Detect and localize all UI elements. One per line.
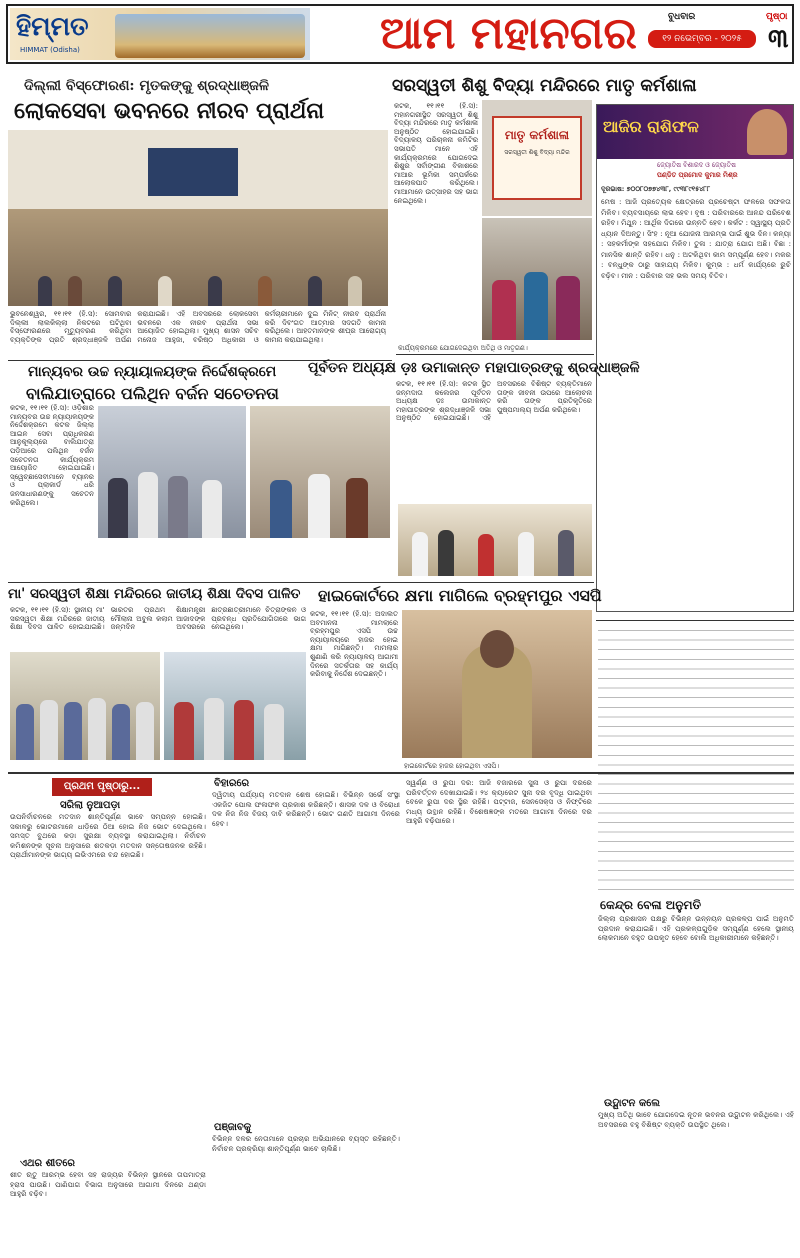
horoscope-body: ମେଷ : ଆଜି ପ୍ରତ୍ୟେକ କ୍ଷେତ୍ରରେ ପ୍ରଚେଷ୍ଟା ଫଳରେ ସଫଳତା ମିଳିବ। ବ୍ୟବସାୟରେ ଲାଭ ହେବ। ବୃଷ : ପରିବାରରେ ଆନନ୍ଦ ପରିବେଶ ରହିବ। ମିଥୁନ : ଆର୍ଥିକ ଦିଗରେ ଉନ୍ନତି ହେବ। କର୍କଟ : ସ୍ୱାସ୍ଥ୍ୟ ପ୍ରତି ଧ୍ୟାନ ଦିଅନ୍ତୁ। ସିଂହ : ନୂଆ ଯୋଜନା ଆରମ୍ଭ ପାଇଁ ଶୁଭ ଦିନ। କନ୍ୟା : ସହକର୍ମୀଙ୍କ ସହଯୋଗ ମିଳିବ। ତୁଳା : ଯାତ୍ରା ଯୋଗ ଅଛି। ବିଛା : ମାନସିକ ଶାନ୍ତି ରହିବ। ଧନୁ : ଅଟକିଥିବା କାମ ସମ୍ପୂର୍ଣ୍ଣ ହେବ। ମକର : ବନ୍ଧୁଙ୍କ ଠାରୁ ସାହାଯ୍ୟ ମିଳିବ। କୁମ୍ଭ : ଧର୍ମ କାର୍ଯ୍ୟରେ ରୁଚି ବଢ଼ିବ। ମୀନ : ପରିବାର ସହ ଭଲ ସମୟ ବିତିବ। (601, 197, 791, 280)
logo-block (10, 8, 310, 60)
student (264, 704, 284, 760)
person (158, 276, 172, 306)
continued-tag (52, 778, 152, 796)
student (234, 700, 254, 760)
person (412, 532, 428, 576)
issue-date-text: ୧୨ ନଭେମ୍ବର - ୨୦୨୫ (662, 34, 742, 44)
article1-headline: ଲୋକସେବା ଭବନରେ ନୀରବ ପ୍ରାର୍ଥନା (14, 98, 325, 124)
person (108, 276, 122, 306)
page-number: ୩ (768, 24, 789, 54)
logo-sub: HIMMAT (Odisha) (20, 46, 80, 54)
person (518, 532, 534, 576)
article3-photo2 (250, 406, 390, 538)
article2-photo-people (482, 218, 592, 340)
article8-body1: ଦ୍ୱିତୀୟ ପର୍ଯ୍ୟାୟ ମତଦାନ ଶେଷ ହୋଇଛି। ବିଭିନ୍ନ ସର୍ଭେ ସଂସ୍ଥା ଏକଜିଟ ପୋଲ ଫଳାଫଳ ପ୍ରକାଶ କରିଛନ୍ତି। ଶାସକ ଦଳ ଓ ବିରୋଧୀ ଦଳ ନିଜ ନିଜ ବିଜୟ ଦାବି କରିଛନ୍ତି। ଭୋଟ ଗଣତି ଆଗାମୀ ଦିନରେ ହେବ। (212, 790, 400, 828)
article1-photo (8, 130, 388, 306)
article2-caption: କାର୍ଯ୍ୟକ୍ରମରେ ଯୋଗଦେଇଥିବା ଅତିଥି ଓ ମାତୃଗଣ। (398, 344, 528, 352)
person (38, 276, 52, 306)
article8-body2: ବିଭିନ୍ନ ଦଳର ନେତାମାନେ ପ୍ରଚାର ଅଭିଯାନରେ ବ୍ୟସ୍ତ ରହିଛନ୍ତି। ନିର୍ବାଚନ ପ୍ରକ୍ରିୟା ଶାନ୍ତିପୂର୍ଣ୍ଣ ଭାବେ ଚାଲିଛି। (212, 1134, 400, 1153)
article7-body2: ଶୀତ ଋତୁ ଆରମ୍ଭ ହେବା ସହ ରାଜ୍ୟର ବିଭିନ୍ନ ସ୍ଥାନରେ ତାପମାତ୍ରା ହ୍ରାସ ପାଉଛି। ପାଣିପାଗ ବିଭାଗ ଅନୁସାରେ ଆଗାମୀ ଦିନରେ ଥଣ୍ଡା ଆହୁରି ବଢ଼ିବ। (10, 1170, 206, 1199)
banner-sub: ସରସ୍ୱତୀ ଶିଶୁ ବିଦ୍ୟା ମନ୍ଦିର (504, 149, 570, 156)
continued-tag-text: ପ୍ରଥମ ପୃଷ୍ଠାରୁ... (63, 781, 141, 792)
article7-body1: ଉପନିର୍ବାଚନରେ ମତଦାନ ଶାନ୍ତିପୂର୍ଣ୍ଣ ଭାବେ ସମ୍ପନ୍ନ ହୋଇଛି। ସକାଳରୁ ଭୋଟରମାନେ ଧାଡ଼ିରେ ଠିଆ ହୋଇ ନିଜ ଭୋଟ ଦେଇଥିଲେ। ସମସ୍ତ ବୁଥରେ କଡ଼ା ସୁରକ୍ଷା ବ୍ୟବସ୍ଥା କରାଯାଇଥିଲା। ନିର୍ବାଚନ କମିଶନଙ୍କ ସୂଚନା ଅନୁସାରେ ଶତକଡ଼ା ମତଦାନ ସନ୍ତୋଷଜନକ ରହିଛି। ପ୍ରାର୍ଥୀମାନଙ୍କ ଭାଗ୍ୟ ଇଭିଏମରେ ବନ୍ଦ ହୋଇଛି। (10, 812, 206, 860)
article5-body: କଟକ, ୧୧।୧୧ (ହି.ସ): ସ୍ଥାନୀୟ ମା' ସରସ୍ୱତୀ ଶିକ୍ଷା ମନ୍ଦିରରେ ଜାତୀୟ ଶିକ୍ଷା ଦିବସ ପାଳିତ ହୋଇଯାଇଛି। ଭାରତର ପ୍ରଥମ ଶିକ୍ଷାମନ୍ତ୍ରୀ ମୌଲାନା ଅବୁଲ କଲାମ ଆଜାଦଙ୍କ ଜନ୍ମଦିନ ଅବସରରେ ଛାତ୍ରଛାତ୍ରୀମାନେ ଚିତ୍ରାଙ୍କନ ଓ ପ୍ରବନ୍ଧ ପ୍ରତିଯୋଗିତାରେ ଭାଗ ନେଇଥିଲେ। (10, 606, 306, 632)
issue-day: ବୁଧବାର (668, 12, 696, 22)
article4-photo (398, 504, 592, 576)
person (68, 276, 82, 306)
horoscope-box (596, 104, 794, 612)
article1-kicker: ଦିଲ୍ଲୀ ବିସ୍ଫୋରଣ: ମୃତକଙ୍କୁ ଶ୍ରଦ୍ଧାଞ୍ଜଳି (24, 78, 269, 94)
article4-body: କଟକ, ୧୧।୧୧ (ହି.ସ): କଟକ ସ୍ଥିତ ଜନ୍ମଦାତା କଲେଜର ପୂର୍ବତନ ଅଧ୍ୟକ୍ଷ ଡ଼ଃ ଉମାକାନ୍ତ ମହାପାତ୍ରଙ୍କ ଶ୍ରଦ୍ଧାଞ୍ଜଳି ସଭା ଅନୁଷ୍ଠିତ ହୋଇଯାଇଛି। ଏହି ଅବସରରେ ବିଶିଷ୍ଟ ବ୍ୟକ୍ତିମାନେ ତାଙ୍କ ଜୀବନୀ ଉପରେ ଆଲୋଚନା କରି ତାଙ୍କ ପ୍ରତିକୃତିରେ ପୁଷ୍ପମାଲ୍ୟ ଅର୍ପଣ କରିଥିଲେ। (396, 380, 592, 423)
person (438, 530, 454, 576)
student (40, 700, 58, 760)
student (88, 698, 106, 760)
article2-photo-banner (482, 100, 592, 216)
article8-sub2: ପଞ୍ଜାବକୁ (214, 1122, 252, 1133)
person (168, 476, 188, 538)
article2-body: କଟକ, ୧୧।୧୧ (ହି.ସ): ମହାନଗରୀସ୍ଥିତ ସରସ୍ୱତୀ ଶିଶୁ ବିଦ୍ୟା ମନ୍ଦିରରେ ମାତୃ କର୍ମଶାଳା ଅନୁଷ୍ଠିତ ହୋଇଯାଇଛି। ବିଦ୍ୟାଳୟ ପରିଚାଳନା କମିଟିର ସଭାପତି ମାନେ ଏହି କାର୍ଯ୍ୟକ୍ରମରେ ଯୋଗଦେଇ ଶିଶୁର ସର୍ବାଙ୍ଗୀଣ ବିକାଶରେ ମାଆର ଭୂମିକା ସମ୍ପର୍କରେ ଆଲୋକପାତ କରିଥିଲେ। ମାଆମାନେ ଉତ୍ସାହର ସହ ଭାଗ ନେଇଥିଲେ। (394, 102, 478, 205)
page-label: ପୃଷ୍ଠା (766, 12, 788, 22)
horoscope-header (597, 105, 793, 159)
student (112, 704, 130, 760)
person (524, 272, 548, 340)
person (208, 276, 222, 306)
person (202, 480, 222, 538)
article3-headline: ବାଲିଯାତ୍ରାରେ ପଲିଥିନ ବର୍ଜନ ସଚେତନତା (26, 384, 279, 403)
person (258, 276, 272, 306)
article2-headline: ସରସ୍ୱତୀ ଶିଶୁ ବିଦ୍ୟା ମନ୍ଦିରରେ ମାତୃ କର୍ମଶାଳା (392, 76, 697, 96)
person (478, 534, 494, 576)
article10-headline: କେନ୍ଦ୍ର ବେଳା ଅନୁମତି (600, 898, 702, 912)
article5-headline: ମା' ସରସ୍ୱତୀ ଶିକ୍ଷା ମନ୍ଦିରରେ ଜାତୀୟ ଶିକ୍ଷା ଦିବସ ପାଳିତ (8, 586, 301, 602)
student (64, 702, 82, 760)
article7-sub2: ଏଥର ଶୀତରେ (20, 1158, 75, 1169)
article3-kicker: ମାନ୍ୟବର ଉଚ୍ଚ ନ୍ୟାୟାଳୟଙ୍କ ନିର୍ଦ୍ଦେଶକ୍ରମେ (28, 364, 277, 380)
student (136, 702, 154, 760)
astrologer-photo (747, 109, 787, 155)
article1-body: ଭୁବନେଶ୍ୱର, ୧୧।୧୧ (ହି.ସ): ସୋମବାର ଦିଲ୍ଲୀ ଲାଲକିଲ୍ଲା ନିକଟରେ ଘଟିଥିବା ବିସ୍ଫୋରଣରେ ମୃତ୍ୟୁବରଣ କରିଥିବା ବ୍ୟକ୍ତିଙ୍କ ପ୍ରତି ଶ୍ରଦ୍ଧାଞ୍ଜଳି ଅର୍ପଣ କରାଯାଇଛି। ଏହି ଅବସରରେ ଲୋକସେବା ଭବନରେ ଏକ ନୀରବ ପ୍ରାର୍ଥନା ସଭା ଆୟୋଜିତ ହୋଇଥିଲା। ମୁଖ୍ୟ ଶାସନ ସଚିବ ମନୋଜ ଆହୁଜା, ବରିଷ୍ଠ ଅଧିକାରୀ ଓ କର୍ମଚାରୀମାନେ ଦୁଇ ମିନିଟ୍ ନୀରବ ପ୍ରାର୍ଥନା କରି ଦିବଂଗତ ଆତ୍ମାର ସଦଗତି କାମନା କରିଥିଲେ। ଆହତମାନଙ୍କ ଶୀଘ୍ର ଆରୋଗ୍ୟ କାମନା କରାଯାଇଥିଲା। (10, 310, 386, 344)
article7-sub1: ସରିଲା ନୁଆପଡ଼ା (60, 800, 121, 811)
article6-caption: ହାଇକୋର୍ଟରେ ହାଜର ହୋଇଥିବା ଏସପି। (404, 762, 500, 770)
divider (396, 354, 594, 355)
banner-title: ମାତୃ କର୍ମଶାଳା (504, 128, 570, 142)
section-title: ଆମ ମହାନଗର (380, 8, 637, 59)
masthead (6, 4, 794, 64)
student (16, 704, 34, 760)
article3-photo (98, 406, 246, 538)
person (346, 478, 368, 538)
divider (596, 620, 794, 621)
horoscope-sub: ଜ୍ୟୋତିଷ ବିଶାରଦ ଓ ଜ୍ୟୋତିଷ (657, 161, 736, 169)
banner (492, 116, 582, 200)
article6-photo (402, 610, 592, 758)
article3-body: କଟକ, ୧୧।୧୧ (ହି.ସ): ଓଡ଼ିଶାର ମାନ୍ୟବର ଉଚ୍ଚ ନ୍ୟାୟାଳୟଙ୍କ ନିର୍ଦ୍ଦେଶକ୍ରମେ କଟକ ଜିଲ୍ଲା ଆଇନ ସେବା ପ୍ରାଧିକରଣ ଆନୁକୂଲ୍ୟରେ ବାଲିଯାତ୍ରା ପଡ଼ିଆରେ ପଲିଥିନ ବର୍ଜନ ସଚେତନତା କାର୍ଯ୍ୟକ୍ରମ ଆୟୋଜିତ ହୋଇଯାଇଛି। ସ୍ୱେଚ୍ଛାସେବୀମାନେ ବ୍ୟାନର ଓ ପ୍ଲାକାର୍ଡ ଧରି ଜନସାଧାରଣଙ୍କୁ ସଚେତନ କରିଥିଲେ। (10, 404, 94, 507)
divider (8, 582, 594, 583)
article10-body2: ମୁଖ୍ୟ ଅତିଥି ଭାବେ ଯୋଗଦେଇ ନୂତନ ଭବନର ଉଦ୍ଘାଟନ କରିଥିଲେ। ଏହି ଅବସରରେ ବହୁ ବିଶିଷ୍ଟ ବ୍ୟକ୍ତି ଉପସ୍ଥିତ ଥିଲେ। (598, 1110, 794, 1129)
person (492, 280, 516, 340)
skyline-art (115, 14, 305, 58)
person (270, 480, 292, 538)
article10-sub: ଉଦ୍ଘାଟନ କଲେ (604, 1098, 660, 1109)
article9-body: ସ୍ୱର୍ଣ୍ଣ ଓ ରୁପା ଦର: ଆଜି ବଜାରରେ ସୁନା ଓ ରୁପା ଦରରେ ପରିବର୍ତ୍ତନ ଦେଖାଯାଇଛି। ୨୪ କ୍ୟାରେଟ ସୁନା ଦର ବୃଦ୍ଧି ପାଇଥିବା ବେଳେ ରୁପା ଦର ସ୍ଥିର ରହିଛି। ପଟ୍ଟାଜ, ସେନସେକ୍ସ ଓ ନିଫ୍ଟିରେ ମଧ୍ୟ ଉତ୍ଥାନ ରହିଛି। ବିଶେଷଜ୍ଞଙ୍କ ମତରେ ଆଗାମୀ ଦିନରେ ଦର ଆହୁରି ବଢ଼ିପାରେ। (406, 778, 592, 826)
article5-photo (10, 652, 160, 760)
horoscope-continued (598, 624, 794, 894)
article5-photo2 (164, 652, 306, 760)
student (204, 698, 224, 760)
horoscope-name: ପଣ୍ଡିତ ପ୍ରମୋଦ କୁମାର ମିଶ୍ର (657, 171, 738, 179)
person (108, 478, 128, 538)
article6-body: କଟକ, ୧୧।୧୧ (ହି.ସ): ଅଦାଲତ ଅବମାନନା ମାମଲାରେ ବ୍ରହ୍ମପୁର ଏସପି ଉଚ୍ଚ ନ୍ୟାୟାଳୟରେ ହାଜର ହୋଇ କ୍ଷମା ମାଗିଛନ୍ତି। ମାମଲାର ଶୁଣାଣି କରି ନ୍ୟାୟାଳୟ ଆଗାମୀ ଦିନରେ ସତର୍କତାର ସହ କାର୍ଯ୍ୟ କରିବାକୁ ନିର୍ଦ୍ଦେଶ ଦେଇଛନ୍ତି। (310, 610, 398, 679)
person (308, 474, 330, 538)
article6-headline: ହାଇକୋର୍ଟରେ କ୍ଷମା ମାଗିଲେ ବ୍ରହ୍ମପୁର ଏସପି (318, 586, 602, 605)
logo-text: ହିମ୍ମତ (16, 12, 89, 42)
issue-date (648, 30, 756, 48)
article8-sub1: ବିହାରରେ (214, 778, 250, 789)
person (348, 276, 362, 306)
person (556, 276, 580, 340)
article4-headline: ପୂର୍ବତନ ଅଧ୍ୟକ୍ଷ ଡ଼ଃ ଉମାକାନ୍ତ ମହାପାତ୍ରଙ୍କୁ ଶ୍ରଦ୍ଧାଞ୍ଜଳି (308, 360, 640, 376)
horoscope-phone: ଦୂରଭାଷ: ୭୦୦୮୦୭୭୪୩୮, ୯୯୩୮୯୧୫୪୮୮ (601, 185, 711, 193)
person (308, 276, 322, 306)
officer-face (480, 630, 514, 668)
photo-screen (148, 148, 238, 196)
horoscope-title: ଆଜିର ରାଶିଫଳ (603, 117, 699, 136)
person (558, 530, 574, 576)
article10-body: ଜିଲ୍ଲା ପ୍ରଶାସନ ପକ୍ଷରୁ ବିଭିନ୍ନ ଉନ୍ନୟନ ପ୍ରକଳ୍ପ ପାଇଁ ଅନୁମତି ପ୍ରଦାନ କରାଯାଇଛି। ଏହି ପ୍ରକଳ୍ପଗୁଡ଼ିକ ସମ୍ପୂର୍ଣ୍ଣ ହେଲେ ସ୍ଥାନୀୟ ଲୋକମାନେ ବହୁତ ଉପକୃତ ହେବେ ବୋଲି ଅଧିକାରୀମାନେ କହିଛନ୍ତି। (598, 914, 794, 943)
student (174, 702, 194, 760)
person (138, 472, 158, 538)
